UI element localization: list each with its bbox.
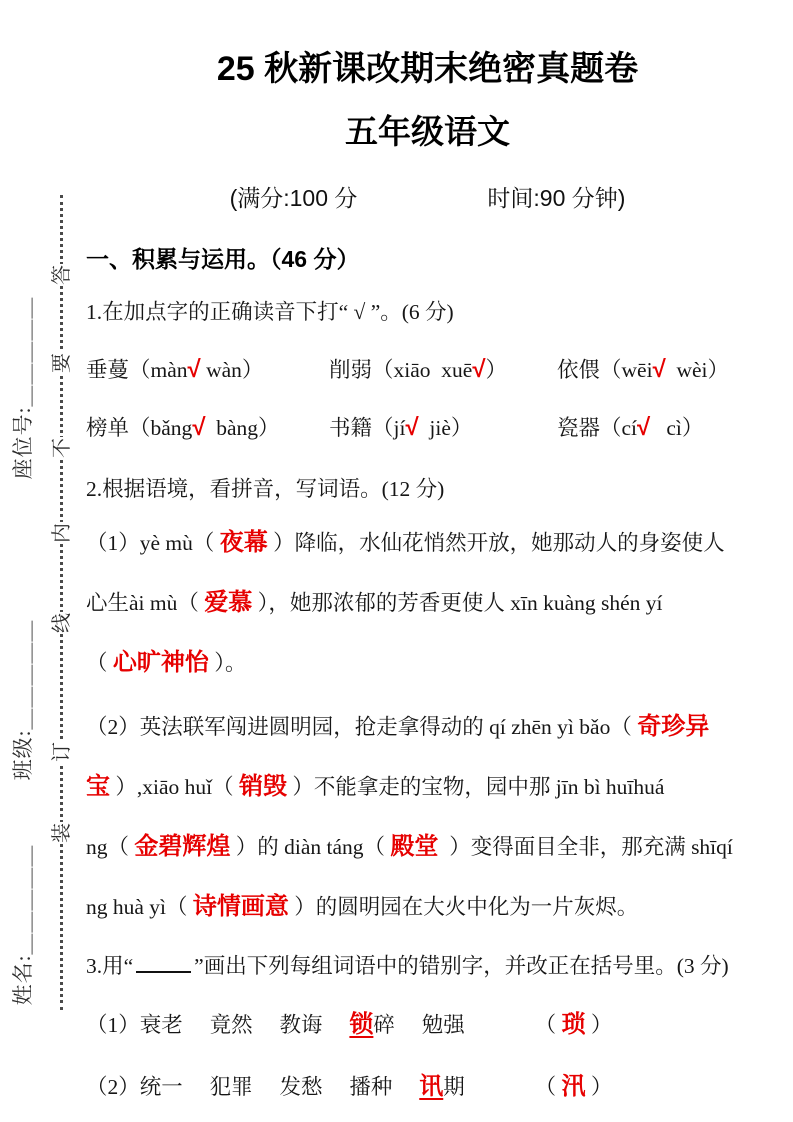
name-label: 姓名:＿＿＿＿＿ bbox=[11, 844, 35, 1006]
option-text: （xiāo xuē bbox=[372, 357, 473, 382]
option-text: （cí bbox=[600, 415, 638, 440]
question-2-paragraph-1 bbox=[86, 513, 769, 693]
question-text: （2）英法联军闯进圆明园，抢走拿得动的 qí zhēn yì bǎo（ bbox=[86, 714, 638, 739]
check-mark: √ bbox=[472, 355, 486, 383]
question-text: （ bbox=[86, 650, 113, 675]
word-text: 依偎 bbox=[557, 357, 601, 382]
answer-text: 讯 bbox=[419, 1072, 444, 1100]
pinyin-item bbox=[86, 353, 329, 384]
binding-line-char: 订 bbox=[51, 742, 73, 762]
answer-text: 宝 bbox=[86, 772, 110, 800]
question-text: ）的圆明园在大火中化为一片灰烬。 bbox=[288, 894, 639, 919]
pinyin-item bbox=[329, 353, 557, 384]
option-text: jiè） bbox=[418, 415, 473, 440]
option-text: （jí bbox=[372, 415, 406, 440]
answer-text: 诗情画意 bbox=[192, 892, 289, 920]
question-text: ）降临，水仙花悄然开放，她那动人的身姿使人 bbox=[267, 530, 725, 555]
paper-title: 25 秋新课改期末绝密真题卷 bbox=[216, 50, 639, 88]
question-3-row-1 bbox=[86, 994, 769, 1056]
answer-text: 琐 bbox=[561, 1010, 586, 1038]
answer-text: 汛 bbox=[561, 1072, 586, 1100]
answer-text: 金碧辉煌 bbox=[134, 832, 231, 860]
answer-text: 锁 bbox=[349, 1010, 374, 1038]
answer-text: 殿堂 bbox=[390, 832, 439, 860]
question-text: ”画出下列每组词语中的错别字，并改正在括号里。(3 分) bbox=[194, 953, 729, 978]
pinyin-item bbox=[329, 411, 557, 442]
question-2-paragraph-2 bbox=[86, 697, 769, 937]
check-mark: √ bbox=[652, 355, 666, 383]
question-3-row-2 bbox=[86, 1056, 769, 1118]
option-text: ） bbox=[485, 357, 508, 382]
question-1-row-1 bbox=[86, 353, 769, 384]
blank-line bbox=[136, 967, 191, 973]
word-text: 书籍 bbox=[329, 415, 373, 440]
option-text: （màn bbox=[129, 357, 188, 382]
question-text: ）不能拿走的宝物，园中那 jīn bì huīhuá bbox=[287, 774, 665, 799]
binding-line-char: 答 bbox=[51, 265, 73, 285]
option-text: wàn） bbox=[200, 357, 264, 382]
check-mark: √ bbox=[637, 413, 651, 441]
time-limit-label: 时间:90 分钟) bbox=[487, 184, 626, 211]
option-text: cì） bbox=[650, 415, 704, 440]
binding-line-char: 内 bbox=[51, 523, 73, 543]
exam-content bbox=[86, 0, 769, 1118]
question-text: （1）衰老 竟然 教诲 bbox=[86, 1012, 350, 1037]
question-text: ng（ bbox=[86, 834, 135, 859]
question-text: 碎 勉强 （ bbox=[373, 1012, 562, 1037]
section-1-heading: 一、积累与运用。（46 分） bbox=[86, 245, 360, 272]
pinyin-item bbox=[557, 411, 703, 442]
option-text: （wēi bbox=[600, 357, 653, 382]
answer-text: 爱慕 bbox=[204, 588, 253, 616]
question-text: 期 （ bbox=[443, 1074, 562, 1099]
binding-line-char: 不 bbox=[51, 438, 73, 458]
question-text: ） bbox=[585, 1012, 613, 1037]
binding-line-char: 要 bbox=[51, 353, 73, 373]
check-mark: √ bbox=[187, 355, 201, 383]
word-text: 削弱 bbox=[329, 357, 373, 382]
question-1-stem: 1.在加点字的正确读音下打“ √ ”。(6 分) bbox=[86, 299, 454, 324]
option-text: bàng） bbox=[205, 415, 280, 440]
answer-text: 奇珍异 bbox=[637, 712, 710, 740]
pinyin-item bbox=[557, 353, 729, 384]
word-text: 榜单 bbox=[86, 415, 130, 440]
answer-text: 销毁 bbox=[239, 772, 287, 800]
binding-margin bbox=[0, 0, 80, 1122]
exam-info-row bbox=[86, 180, 769, 213]
binding-line-char: 装 bbox=[51, 823, 73, 843]
option-text: wèi） bbox=[665, 357, 730, 382]
binding-dotted-line bbox=[60, 195, 63, 1010]
question-text: ） bbox=[585, 1074, 613, 1099]
word-text: 瓷器 bbox=[557, 415, 601, 440]
question-text: （2）统一 犯罪 发愁 播种 bbox=[86, 1074, 420, 1099]
paper-subtitle: 五年级语文 bbox=[345, 112, 510, 150]
answer-text: 心旷神怡 bbox=[112, 648, 209, 676]
check-mark: √ bbox=[192, 413, 206, 441]
binding-line-char: 线 bbox=[51, 613, 73, 633]
pinyin-item bbox=[86, 411, 329, 442]
answer-text: 夜幕 bbox=[219, 528, 268, 556]
question-text: ），她那浓郁的芳香更使人 xīn kuàng shén yí bbox=[252, 590, 663, 615]
class-label: 班级:＿＿＿＿＿ bbox=[11, 619, 35, 781]
question-text: （1）yè mù（ bbox=[86, 530, 220, 555]
seat-number-label: 座位号:＿＿＿＿＿ bbox=[11, 296, 35, 480]
question-text: ）变得面目全非，那充满 shīqí bbox=[438, 834, 733, 859]
full-score-label: (满分:100 分 bbox=[229, 184, 358, 211]
check-mark: √ bbox=[405, 413, 419, 441]
question-text: 3.用“ bbox=[86, 953, 134, 978]
question-1-row-2 bbox=[86, 411, 769, 442]
question-text: ）。 bbox=[208, 650, 247, 675]
option-text: （bǎng bbox=[129, 415, 193, 440]
question-text: 心生ài mù（ bbox=[86, 590, 205, 615]
question-2-stem: 2.根据语境，看拼音，写词语。(12 分) bbox=[86, 476, 445, 501]
question-text: ）的 diàn táng（ bbox=[230, 834, 391, 859]
question-text: ）,xiāo huǐ（ bbox=[110, 774, 239, 799]
word-text: 垂蔓 bbox=[86, 357, 130, 382]
question-3-stem bbox=[86, 949, 769, 980]
question-text: ng huà yì（ bbox=[86, 894, 193, 919]
